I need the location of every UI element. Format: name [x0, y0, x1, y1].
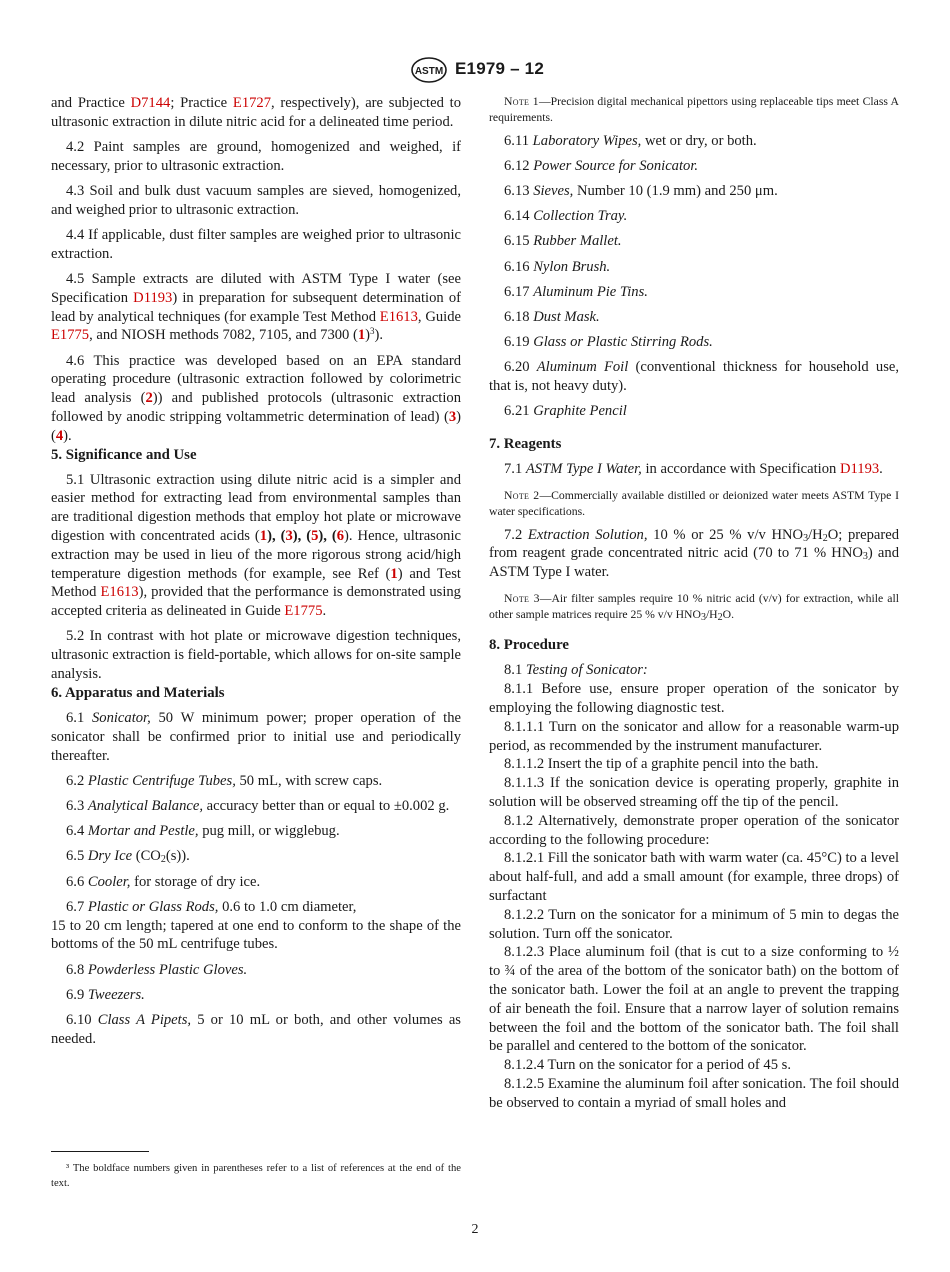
note-3: Note 3—Air filter samples require 10 % nitric acid (v/v) for extraction, while all other sample matrices require 25 % v/v $HNO_3/H_2O$. [489, 592, 899, 623]
item-8-1: 8.1 Testing of Sonicator: [504, 662, 648, 679]
section-heading-7: 7. Reagents [489, 436, 562, 453]
left-column [51, 94, 461, 1049]
citation-link[interactable]: 4 [55, 427, 64, 444]
item-6-18: 6.18 Dust Mask. [504, 308, 600, 325]
item-6-4: 6.4 Mortar and Pestle, pug mill, or wigglebug. [66, 823, 340, 840]
citation-link[interactable]: 6 [336, 528, 345, 545]
note-2: Note 2—Commercially available distilled or deionized water meets ASTM Type I water specifications. [489, 489, 899, 518]
paragraph-4-1-continued: and Practice D7144; Practice E1727, respectively), are subjected to ultrasonic extraction in dilute nitric acid for a delineated time period. [51, 95, 461, 130]
item-8-1-2-4: 8.1.2.4 Turn on the sonicator for a period of 45 s. [504, 1057, 791, 1074]
item-6-21: 6.21 Graphite Pencil [504, 403, 627, 420]
citation-link[interactable]: 1 [259, 528, 268, 545]
page-header [0, 57, 950, 83]
item-6-5: 6.5 Dry Ice $(CO_2(s))$. [66, 848, 190, 866]
item-8-1-2-1: 8.1.2.1 Fill the sonicator bath with warm water (ca. 45°C) to a level about half-full, and add a small amount (for example, three drops) of surfactant [489, 850, 899, 904]
item-8-1-1: 8.1.1 Before use, ensure proper operation of the sonicator by employing the following diagnostic test. [489, 681, 899, 716]
citation-link[interactable]: 3 [448, 408, 457, 425]
item-6-12: 6.12 Power Source for Sonicator. [504, 157, 699, 174]
item-6-15: 6.15 Rubber Mallet. [504, 233, 622, 250]
citation-link[interactable]: 1 [390, 565, 398, 582]
citation-link[interactable]: 3 [285, 528, 293, 545]
footnote-marker: 3 [370, 326, 375, 337]
item-6-11: 6.11 Laboratory Wipes, wet or dry, or both. [504, 132, 757, 149]
item-6-7-continued: 15 to 20 cm length; tapered at one end to conform to the shape of the bottoms of the 50 mL centrifuge tubes. [51, 917, 461, 953]
footnote-3: ³ The boldface numbers given in parentheses refer to a list of references at the end of the text. [51, 1163, 461, 1189]
ref-link-e1613[interactable]: E1613 [379, 308, 418, 325]
citation-link[interactable]: 2 [145, 390, 153, 407]
item-6-6: 6.6 Cooler, for storage of dry ice. [66, 873, 261, 890]
item-7-1: 7.1 ASTM Type I Water, in accordance with Specification D1193. [504, 461, 883, 478]
ref-link-e1613[interactable]: E1613 [100, 584, 139, 601]
ref-link-d7144[interactable]: D7144 [130, 95, 171, 111]
item-8-1-1-3: 8.1.1.3 If the sonication device is operating properly, graphite in solution will be observed streaming off the tip of the pencil. [489, 775, 899, 810]
svg-text:ASTM: ASTM [414, 66, 444, 77]
item-7-2: 7.2 Extraction Solution, 10 % or 25 % v/v $HNO_3/H_2O$; prepared from reagent grade concentrated nitric acid (70 to 71 % $HNO_3$) and ASTM Type I water. [489, 526, 899, 581]
item-8-1-2-3: 8.1.2.3 Place aluminum foil (that is cut to a size conforming to ½ to ¾ of the area of the bottom of the sonicator bath) on the bottom of the sonicator bath. Lower the foil at an angle to prevent the trapping of air beneath the foil. Ensure that a narrow layer of solution remains between the foil and the bottom of the sonicator bath. The foil shall be parallel and centered to the bottom of the sonicator. [489, 944, 899, 1055]
item-6-1: 6.1 Sonicator, 50 W minimum power; proper operation of the sonicator shall be confirmed prior to initial use and periodically thereafter. [51, 710, 461, 764]
item-6-7: 6.7 Plastic or Glass Rods, 0.6 to 1.0 cm diameter, [66, 898, 357, 915]
item-6-19: 6.19 Glass or Plastic Stirring Rods. [504, 334, 713, 351]
paragraph-4-6: 4.6 This practice was developed based on an EPA standard operating procedure (ultrasonic extraction followed by colorimetric lead analysis (2)) and published protocols (ultrasonic extraction followed by anodic stripping voltammetric determination of lead) (3) (4). [51, 352, 462, 444]
item-6-17: 6.17 Aluminum Pie Tins. [504, 283, 648, 300]
item-6-2: 6.2 Plastic Centrifuge Tubes, 50 mL, with screw caps. [66, 772, 383, 789]
document-id: E1979 – 12 [455, 59, 544, 78]
item-6-10: 6.10 Class A Pipets, 5 or 10 mL or both, and other volumes as needed. [51, 1011, 461, 1047]
citation-link[interactable]: 5 [311, 528, 319, 545]
item-8-1-2: 8.1.2 Alternatively, demonstrate proper operation of the sonicator according to the following procedure: [489, 812, 899, 848]
citation-link[interactable]: 1 [357, 327, 366, 344]
item-8-1-1-2: 8.1.1.2 Insert the tip of a graphite pencil into the bath. [504, 756, 819, 773]
ref-link-e1727[interactable]: E1727 [232, 95, 272, 111]
page-number: 2 [471, 1222, 479, 1237]
item-6-13: 6.13 Sieves, Number 10 (1.9 mm) and 250 μm. [504, 182, 778, 199]
ref-link-d1193[interactable]: D1193 [839, 461, 880, 478]
item-8-1-2-5: 8.1.2.5 Examine the aluminum foil after sonication. The foil should be observed to contain a myriad of small holes and [489, 1075, 899, 1111]
section-heading-8: 8. Procedure [489, 637, 569, 654]
paragraph-4-5: 4.5 Sample extracts are diluted with ASTM Type I water (see Specification D1193) in preparation for subsequent determination of lead by analytical techniques (for example Test Method E1613, Guide E1775, and NIOSH methods 7082, 7105, and 7300 $(1)^3$). [51, 270, 461, 344]
item-6-9: 6.9 Tweezers. [66, 986, 145, 1003]
footnote-divider [51, 1151, 149, 1152]
right-column [489, 94, 899, 1113]
paragraph-4-3: 4.3 Soil and bulk dust vacuum samples are sieved, homogenized, and weighed prior to ultrasonic extraction. [51, 182, 461, 218]
item-8-1-1-1: 8.1.1.1 Turn on the sonicator and allow for a reasonable warm-up period, as recommended by the instrument manufacturer. [489, 718, 899, 754]
item-6-14: 6.14 Collection Tray. [504, 208, 628, 225]
item-6-16: 6.16 Nylon Brush. [504, 258, 611, 275]
paragraph-4-4: 4.4 If applicable, dust filter samples are weighed prior to ultrasonic extraction. [51, 226, 461, 262]
section-heading-5: 5. Significance and Use [51, 446, 197, 463]
item-6-3: 6.3 Analytical Balance, accuracy better than or equal to ±0.002 g. [66, 798, 450, 814]
item-6-20: 6.20 Aluminum Foil (conventional thickness for household use, that is, not heavy duty). [489, 359, 899, 395]
note-1: Note 1—Precision digital mechanical pipettors using replaceable tips meet Class A requirements. [489, 95, 900, 124]
item-8-1-2-2: 8.1.2.2 Turn on the sonicator for a minimum of 5 min to degas the solution. Turn off the sonicator. [489, 906, 899, 942]
paragraph-5-1: 5.1 Ultrasonic extraction using dilute nitric acid is a simpler and easier method for extracting lead from environmental samples than are traditional digestion methods that employ hot plate or microwave digestion with concentrated acids (1), (3), (5), (6). Hence, ultrasonic extraction may be used in lieu of the more rigorous strong acid/high temperature digestion methods (for example, see Ref (1) and Test Method E1613), provided that the performance is demonstrated using accepted criteria as delineated in Guide E1775. [51, 471, 461, 620]
paragraph-5-2: 5.2 In contrast with hot plate or microwave digestion techniques, ultrasonic extraction is field-portable, which allows for on-site sample analysis. [51, 628, 461, 683]
astm-logo-icon [410, 57, 448, 83]
section-heading-6: 6. Apparatus and Materials [51, 684, 225, 701]
ref-link-e1775[interactable]: E1775 [51, 327, 90, 344]
ref-link-d1193[interactable]: D1193 [133, 289, 173, 306]
paragraph-4-2: 4.2 Paint samples are ground, homogenized and weighed, if necessary, prior to ultrasonic extraction. [51, 138, 461, 174]
item-6-8: 6.8 Powderless Plastic Gloves. [66, 961, 248, 978]
ref-link-e1775[interactable]: E1775 [284, 603, 323, 620]
